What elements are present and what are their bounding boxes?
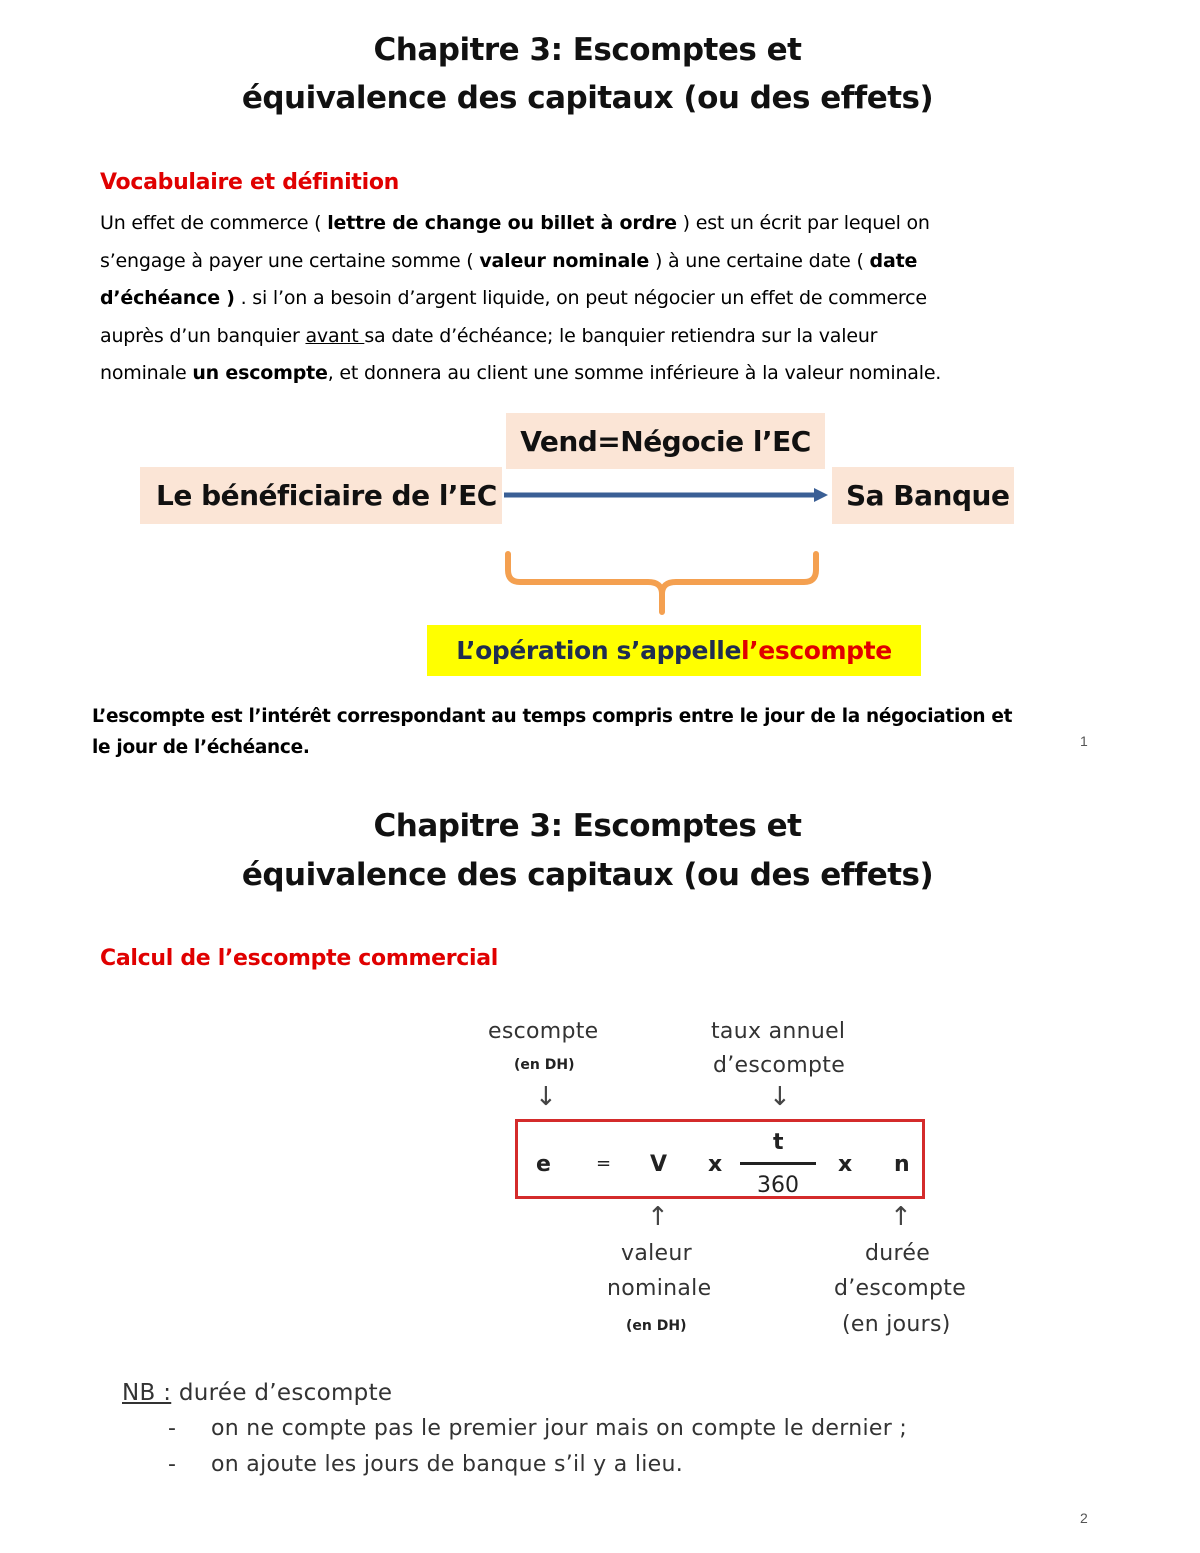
formula-times-1: x bbox=[708, 1152, 723, 1177]
label-taux-line2: d’escompte bbox=[713, 1053, 846, 1078]
nb-heading: NB : durée d’escompte bbox=[122, 1380, 393, 1406]
arrow-down-escompte: ↓ bbox=[535, 1082, 557, 1112]
arrow-up-duree: ↑ bbox=[890, 1202, 912, 1232]
formula-t: t bbox=[773, 1130, 784, 1155]
arrow-up-valeur: ↑ bbox=[647, 1202, 669, 1232]
nb-bullet-2: - bbox=[168, 1452, 177, 1477]
label-escompte-unit: (en DH) bbox=[514, 1057, 575, 1073]
label-valeur-line1: valeur bbox=[621, 1241, 692, 1266]
page2-title-line1: Chapitre 3: Escomptes et bbox=[373, 808, 802, 844]
paragraph-line-5: nominale un escompte, et donnera au client une somme inférieure à la valeur nominale. bbox=[100, 362, 942, 384]
paragraph-line-3: d’échéance ) . si l’on a besoin d’argent liquide, on peut négocier un effet de commerce bbox=[100, 287, 927, 309]
label-duree-line2: d’escompte bbox=[834, 1276, 967, 1301]
diagram-right-box: Sa Banque bbox=[832, 467, 1014, 524]
formula-e: e bbox=[536, 1152, 551, 1177]
formula-V: V bbox=[650, 1152, 668, 1177]
formula-denominator: 360 bbox=[757, 1173, 799, 1198]
diagram-left-box: Le bénéficiaire de l’EC bbox=[140, 467, 502, 524]
page2-title-line2: équivalence des capitaux (ou des effets) bbox=[241, 857, 934, 893]
label-taux-line1: taux annuel bbox=[711, 1019, 846, 1044]
paragraph-line-2: s’engage à payer une certaine somme ( valeur nominale ) à une certaine date ( date bbox=[100, 249, 918, 272]
arrow-down-taux: ↓ bbox=[769, 1082, 791, 1112]
page-number-2: 2 bbox=[1080, 1510, 1088, 1526]
paragraph-line-4: auprès d’un banquier avant sa date d’échéance; le banquier retiendra sur la valeur bbox=[100, 324, 878, 347]
diagram-top-label: Vend=Négocie l’EC bbox=[506, 413, 825, 469]
formula-equals: = bbox=[596, 1153, 612, 1174]
paragraph-line-1: Un effet de commerce ( lettre de change ou billet à ordre ) est un écrit par lequel on bbox=[100, 212, 930, 234]
formula-n: n bbox=[894, 1152, 910, 1177]
page1-title-line2: équivalence des capitaux (ou des effets) bbox=[241, 80, 934, 116]
page-number-1: 1 bbox=[1080, 733, 1088, 749]
section-heading-vocabulaire: Vocabulaire et définition bbox=[100, 170, 400, 195]
nb-item-2: on ajoute les jours de banque s’il y a lieu. bbox=[211, 1452, 684, 1477]
label-duree-line1: durée bbox=[865, 1241, 931, 1266]
formula-times-2: x bbox=[838, 1152, 853, 1177]
diagram-arrow bbox=[500, 480, 840, 512]
definition-paragraph bbox=[100, 205, 1060, 393]
nb-bullet-1: - bbox=[168, 1416, 177, 1441]
section-heading-calcul: Calcul de l’escompte commercial bbox=[100, 946, 499, 971]
page1-title-line1: Chapitre 3: Escomptes et bbox=[373, 32, 802, 68]
label-duree-line3: (en jours) bbox=[842, 1312, 951, 1337]
label-escompte: escompte bbox=[488, 1019, 599, 1044]
label-valeur-unit: (en DH) bbox=[626, 1318, 687, 1334]
formula-box bbox=[515, 1119, 925, 1199]
formula-fraction-bar bbox=[740, 1162, 816, 1165]
diagram-brace bbox=[498, 548, 838, 618]
label-valeur-line2: nominale bbox=[607, 1276, 712, 1301]
nb-item-1: on ne compte pas le premier jour mais on compte le dernier ; bbox=[211, 1416, 908, 1441]
diagram-bottom-label: L’opération s’appelle l’escompte bbox=[427, 625, 921, 676]
escompte-definition-note: L’escompte est l’intérêt correspondant au temps compris entre le jour de la négociation et le jour de l’échéance. bbox=[92, 706, 1013, 758]
